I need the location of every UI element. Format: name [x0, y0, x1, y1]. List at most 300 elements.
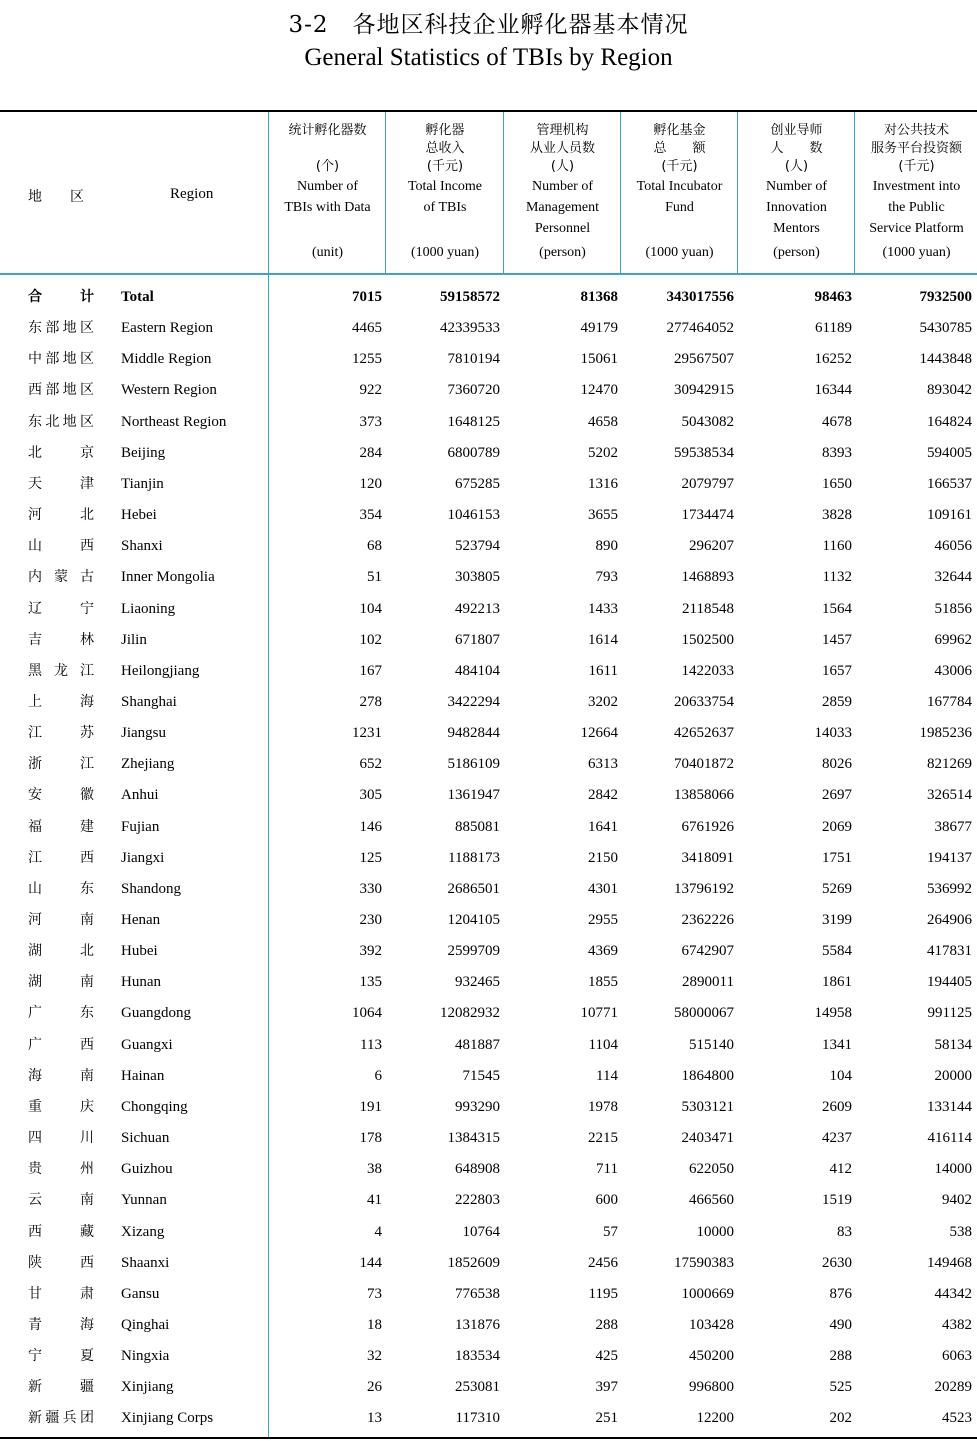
region-name-english: Jiangxi: [121, 849, 165, 866]
value-cell: 16344: [814, 382, 852, 399]
value-cell: 32: [367, 1348, 382, 1365]
region-name-english: Liaoning: [121, 600, 176, 617]
value-cell: 7932500: [919, 289, 972, 305]
table-row: [0, 780, 977, 811]
table-row: [0, 344, 977, 375]
value-cell: 991125: [927, 1005, 972, 1022]
region-name-chinese: 吉林: [28, 631, 94, 648]
value-cell: 2079797: [681, 475, 734, 492]
table-row: [0, 1030, 977, 1061]
value-cell: 2609: [822, 1098, 852, 1115]
table-row: [0, 282, 977, 313]
value-cell: 1978: [588, 1098, 618, 1115]
value-cell: 2403471: [681, 1130, 734, 1146]
column-header-unit: (unit): [311, 245, 344, 260]
region-name-english: Xinjiang: [121, 1379, 174, 1396]
value-cell: 5584: [822, 943, 852, 960]
table-row: [0, 500, 977, 531]
region-name-english: Western Region: [121, 382, 217, 399]
value-cell: 253081: [455, 1379, 500, 1396]
column-header: [505, 122, 620, 270]
value-cell: 932465: [455, 974, 500, 991]
column-header-cn-unit: (个): [315, 159, 340, 174]
value-cell: 490: [829, 1317, 852, 1333]
value-cell: 2697: [822, 787, 852, 804]
region-name-english: Shaanxi: [121, 1254, 170, 1271]
column-header-en3: Personnel: [534, 221, 591, 236]
value-cell: 7360720: [447, 382, 500, 399]
value-cell: 1361947: [447, 787, 500, 804]
region-name-chinese: 内蒙古: [28, 569, 94, 586]
value-cell: 4678: [822, 413, 852, 430]
value-cell: 12200: [696, 1410, 734, 1427]
value-cell: 5269: [822, 880, 852, 897]
value-cell: 1384315: [447, 1130, 500, 1146]
value-cell: 102: [359, 631, 382, 648]
value-cell: 7810194: [447, 351, 500, 368]
value-cell: 41: [367, 1192, 382, 1209]
column-header-en2: of TBIs: [423, 200, 467, 215]
value-cell: 3655: [588, 507, 618, 523]
value-cell: 2362226: [681, 912, 734, 928]
value-cell: 5430785: [919, 320, 972, 337]
value-cell: 49179: [580, 320, 618, 337]
value-cell: 2069: [822, 818, 852, 835]
table-row: [0, 1185, 977, 1216]
region-name-chinese: 山东: [28, 880, 94, 897]
region-name-chinese: 江西: [28, 849, 94, 866]
region-name-english: Henan: [121, 912, 161, 928]
value-cell: 922: [359, 382, 382, 399]
value-cell: 14033: [814, 725, 852, 742]
column-header-cn1: 对公共技术: [883, 123, 949, 138]
value-cell: 1231: [352, 725, 382, 742]
value-cell: 1855: [588, 974, 618, 991]
region-name-chinese: 贵州: [28, 1161, 94, 1178]
region-name-english: Anhui: [121, 787, 159, 804]
value-cell: 38677: [934, 818, 972, 835]
region-name-chinese: 陕西: [28, 1254, 94, 1271]
table-row: [0, 1123, 977, 1154]
value-cell: 821269: [927, 756, 972, 773]
value-cell: 264906: [927, 912, 972, 928]
header-region-english: Region: [170, 186, 214, 202]
value-cell: 167784: [927, 694, 972, 710]
region-name-english: Yunnan: [121, 1192, 167, 1209]
region-name-chinese: 西藏: [28, 1223, 94, 1240]
value-cell: 3199: [822, 912, 852, 928]
value-cell: 1188173: [448, 849, 500, 866]
region-name-english: Hunan: [121, 974, 161, 991]
value-cell: 330: [359, 880, 382, 897]
value-cell: 2890011: [682, 974, 734, 991]
value-cell: 83: [837, 1223, 852, 1240]
region-name-english: Total: [121, 289, 154, 305]
table-row: [0, 998, 977, 1029]
value-cell: 288: [595, 1317, 618, 1333]
region-name-english: Chongqing: [121, 1098, 188, 1115]
column-divider: [385, 112, 386, 273]
table-row: [0, 1154, 977, 1185]
column-header-cn1: 管理机构: [536, 123, 589, 138]
value-cell: 1648125: [447, 413, 500, 430]
region-name-english: Shanghai: [121, 694, 177, 710]
value-cell: 68: [367, 538, 382, 555]
value-cell: 71545: [462, 1067, 500, 1084]
column-header-cn1: 创业导师: [770, 123, 823, 138]
value-cell: 392: [359, 943, 382, 960]
table-row: [0, 625, 977, 656]
value-cell: 1861: [822, 974, 852, 991]
region-name-chinese: 江苏: [28, 725, 94, 742]
value-cell: 14958: [814, 1005, 852, 1022]
value-cell: 622050: [689, 1161, 734, 1178]
value-cell: 13858066: [674, 787, 734, 804]
value-cell: 16252: [814, 351, 852, 368]
value-cell: 81368: [580, 289, 618, 305]
value-cell: 3828: [822, 507, 852, 523]
value-cell: 1255: [352, 351, 382, 368]
table-row: [0, 1248, 977, 1279]
value-cell: 481887: [455, 1036, 500, 1053]
region-name-english: Northeast Region: [121, 413, 227, 430]
value-cell: 149468: [927, 1254, 972, 1271]
value-cell: 10764: [462, 1223, 500, 1240]
value-cell: 1650: [822, 475, 852, 492]
value-cell: 1641: [588, 818, 618, 835]
value-cell: 1422033: [681, 662, 734, 679]
value-cell: 5303121: [681, 1098, 734, 1115]
value-cell: 1316: [588, 475, 618, 492]
value-cell: 3418091: [681, 849, 734, 866]
value-cell: 303805: [455, 569, 500, 586]
value-cell: 58000067: [674, 1005, 734, 1022]
value-cell: 305: [359, 787, 382, 804]
value-cell: 12470: [580, 382, 618, 399]
region-name-english: Xizang: [121, 1223, 165, 1240]
value-cell: 61189: [815, 320, 852, 337]
value-cell: 793: [595, 569, 618, 586]
value-cell: 484104: [455, 662, 500, 679]
value-cell: 4369: [588, 943, 618, 960]
table-row: [0, 812, 977, 843]
region-name-chinese: 福建: [28, 818, 94, 835]
value-cell: 4523: [942, 1410, 972, 1427]
region-name-english: Shanxi: [121, 538, 163, 555]
value-cell: 1064: [352, 1005, 382, 1022]
value-cell: 146: [359, 818, 382, 835]
value-cell: 4301: [588, 880, 618, 897]
column-header-cn1: 统计孵化器数: [288, 123, 367, 138]
table-row: [0, 1372, 977, 1403]
value-cell: 876: [829, 1285, 852, 1302]
value-cell: 44342: [934, 1285, 972, 1302]
table-row: [0, 718, 977, 749]
value-cell: 2630: [822, 1254, 852, 1271]
value-cell: 2215: [588, 1130, 618, 1146]
region-name-chinese: 青海: [28, 1317, 94, 1333]
value-cell: 492213: [455, 600, 500, 617]
value-cell: 114: [596, 1067, 618, 1084]
region-name-chinese: 湖南: [28, 974, 94, 991]
value-cell: 417831: [927, 943, 972, 960]
column-header-cn-unit: (人): [784, 159, 809, 174]
table-row: [0, 905, 977, 936]
value-cell: 26: [367, 1379, 382, 1396]
value-cell: 284: [359, 444, 382, 461]
value-cell: 711: [596, 1161, 618, 1178]
table-row: [0, 936, 977, 967]
region-name-english: Zhejiang: [121, 756, 175, 773]
value-cell: 2842: [588, 787, 618, 804]
region-name-chinese: 甘肃: [28, 1285, 94, 1302]
value-cell: 515140: [689, 1036, 734, 1053]
value-cell: 59158572: [440, 289, 500, 305]
header-bottom-rule: [0, 273, 977, 275]
value-cell: 648908: [455, 1161, 500, 1178]
column-divider: [620, 112, 621, 273]
column-header-unit: (person): [539, 245, 586, 260]
region-name-english: Ningxia: [121, 1348, 170, 1365]
region-name-english: Hubei: [121, 943, 158, 960]
value-cell: 131876: [455, 1317, 500, 1333]
value-cell: 13796192: [674, 880, 734, 897]
column-header-en2: Innovation: [766, 200, 827, 215]
value-cell: 3202: [588, 694, 618, 710]
region-name-chinese: 西部地区: [28, 382, 94, 399]
table-row: [0, 469, 977, 500]
value-cell: 42652637: [674, 725, 734, 742]
value-cell: 412: [829, 1161, 852, 1178]
column-header-cn2: 服务平台投资额: [870, 141, 962, 156]
value-cell: 13: [367, 1410, 382, 1427]
region-name-chinese: 湖北: [28, 943, 94, 960]
value-cell: 104: [359, 600, 382, 617]
table-row: [0, 656, 977, 687]
value-cell: 1614: [588, 631, 618, 648]
value-cell: 1443848: [919, 351, 972, 368]
value-cell: 183534: [455, 1348, 500, 1365]
value-cell: 2456: [588, 1254, 618, 1271]
region-name-chinese: 山西: [28, 538, 94, 555]
value-cell: 117310: [455, 1410, 500, 1427]
value-cell: 8393: [822, 444, 852, 461]
table-row: [0, 407, 977, 438]
column-header-en2: Fund: [665, 200, 694, 215]
table-row: [0, 531, 977, 562]
table-row: [0, 375, 977, 406]
table-row: [0, 1279, 977, 1310]
value-cell: 594005: [927, 444, 972, 461]
value-cell: 6: [374, 1067, 382, 1084]
value-cell: 373: [359, 413, 382, 430]
value-cell: 202: [829, 1410, 852, 1427]
value-cell: 103428: [689, 1317, 734, 1333]
value-cell: 6063: [942, 1348, 972, 1365]
region-name-english: Shandong: [121, 880, 181, 897]
column-header-en1: Total Income: [407, 179, 483, 194]
region-name-english: Eastern Region: [121, 320, 214, 337]
value-cell: 671807: [455, 631, 500, 648]
page-title-chinese: 3-2 各地区科技企业孵化器基本情况: [288, 12, 689, 38]
region-name-english: Tianjin: [121, 475, 164, 492]
region-name-chinese: 北京: [28, 444, 94, 461]
column-header-en3: Mentors: [773, 221, 820, 236]
table-row: [0, 1341, 977, 1372]
value-cell: 59538534: [674, 444, 734, 461]
value-cell: 450200: [689, 1348, 734, 1365]
region-name-english: Guangdong: [121, 1005, 191, 1022]
column-header-en2: the Public: [888, 200, 945, 215]
value-cell: 57: [603, 1223, 618, 1240]
value-cell: 194405: [927, 974, 972, 991]
value-cell: 18: [367, 1317, 382, 1333]
value-cell: 9402: [942, 1192, 972, 1209]
table-row: [0, 1092, 977, 1123]
column-header: [739, 122, 854, 270]
value-cell: 10000: [696, 1223, 734, 1240]
column-header-cn-unit: (人): [550, 159, 575, 174]
region-name-english: Beijing: [121, 444, 166, 461]
table-top-rule: [0, 110, 977, 112]
region-name-chinese: 海南: [28, 1067, 94, 1084]
region-name-chinese: 浙江: [28, 756, 94, 773]
value-cell: 996800: [689, 1379, 734, 1396]
column-header-unit: (person): [773, 245, 820, 260]
value-cell: 1864800: [681, 1067, 734, 1084]
region-name-chinese: 上海: [28, 694, 94, 710]
column-header: [270, 122, 385, 270]
value-cell: 4237: [822, 1130, 852, 1146]
value-cell: 425: [595, 1348, 618, 1365]
table-row: [0, 313, 977, 344]
value-cell: 675285: [455, 475, 500, 492]
value-cell: 1519: [822, 1192, 852, 1209]
region-name-chinese: 安徽: [28, 787, 94, 804]
column-header-cn1: 孵化器: [425, 123, 465, 138]
region-name-chinese: 广西: [28, 1036, 94, 1053]
value-cell: 144: [359, 1254, 382, 1271]
region-name-chinese: 四川: [28, 1130, 94, 1146]
column-header-cn2: 从业人员数: [529, 141, 595, 156]
value-cell: 1502500: [681, 631, 734, 648]
value-cell: 4465: [352, 320, 382, 337]
value-cell: 5186109: [447, 756, 500, 773]
table-bottom-rule: [0, 1437, 977, 1439]
value-cell: 278: [359, 694, 382, 710]
value-cell: 46056: [934, 538, 972, 555]
value-cell: 1204105: [447, 912, 500, 928]
value-cell: 1657: [822, 662, 852, 679]
value-cell: 2859: [822, 694, 852, 710]
value-cell: 1341: [822, 1036, 852, 1053]
value-cell: 890: [595, 538, 618, 555]
value-cell: 166537: [927, 475, 972, 492]
value-cell: 69962: [934, 631, 972, 648]
column-header-en1: Number of: [531, 179, 594, 194]
value-cell: 109161: [927, 507, 972, 523]
value-cell: 120: [359, 475, 382, 492]
table-row: [0, 1403, 977, 1434]
region-name-english: Guangxi: [121, 1036, 173, 1053]
table-row: [0, 749, 977, 780]
region-name-english: Jiangsu: [121, 725, 166, 742]
table-row: [0, 594, 977, 625]
value-cell: 5202: [588, 444, 618, 461]
value-cell: 1195: [588, 1285, 618, 1302]
column-header: [387, 122, 503, 270]
region-name-chinese: 河南: [28, 912, 94, 928]
value-cell: 6761926: [681, 818, 734, 835]
region-name-chinese: 合计: [28, 289, 94, 305]
column-header-en2: TBIs with Data: [284, 200, 371, 215]
value-cell: 12664: [580, 725, 618, 742]
value-cell: 1457: [822, 631, 852, 648]
column-header-en1: Number of: [765, 179, 828, 194]
value-cell: 3422294: [447, 694, 500, 710]
region-name-english: Gansu: [121, 1285, 160, 1302]
region-name-chinese: 新疆兵团: [28, 1410, 94, 1427]
value-cell: 416114: [927, 1130, 972, 1146]
column-header-unit: (1000 yuan): [882, 245, 951, 260]
value-cell: 466560: [689, 1192, 734, 1209]
region-name-english: Xinjiang Corps: [121, 1410, 214, 1427]
value-cell: 51: [367, 569, 382, 586]
value-cell: 164824: [927, 413, 972, 430]
region-name-english: Fujian: [121, 818, 160, 835]
table-row: [0, 874, 977, 905]
value-cell: 194137: [927, 849, 972, 866]
region-name-chinese: 天津: [28, 475, 94, 492]
column-header-unit: (1000 yuan): [410, 245, 480, 260]
value-cell: 125: [359, 849, 382, 866]
table-row: [0, 1217, 977, 1248]
value-cell: 885081: [455, 818, 500, 835]
region-name-english: Sichuan: [121, 1130, 170, 1146]
column-header-cn-unit: (千元): [661, 159, 698, 174]
value-cell: 4382: [942, 1317, 972, 1333]
value-cell: 4: [374, 1223, 382, 1240]
column-divider: [503, 112, 504, 273]
value-cell: 178: [359, 1130, 382, 1146]
value-cell: 2686501: [447, 880, 500, 897]
value-cell: 354: [359, 507, 382, 523]
value-cell: 20000: [934, 1067, 972, 1084]
value-cell: 2150: [588, 849, 618, 866]
value-cell: 1000669: [681, 1285, 734, 1302]
header-region-chinese: 地 区: [28, 189, 84, 205]
value-cell: 2118548: [682, 600, 734, 617]
value-cell: 135: [359, 974, 382, 991]
value-cell: 73: [367, 1285, 382, 1302]
value-cell: 2955: [588, 912, 618, 928]
value-cell: 523794: [455, 538, 500, 555]
value-cell: 6800789: [447, 444, 500, 461]
table-row: [0, 1061, 977, 1092]
table-row: [0, 967, 977, 998]
value-cell: 1046153: [447, 507, 500, 523]
column-header-cn2: 总收入: [425, 141, 465, 156]
column-header-en1: Number of: [296, 179, 359, 194]
value-cell: 343017556: [666, 289, 734, 305]
table-row: [0, 438, 977, 469]
region-name-chinese: 东北地区: [28, 413, 94, 430]
value-cell: 1104: [588, 1036, 618, 1053]
column-header: [622, 122, 737, 270]
value-cell: 1852609: [447, 1254, 500, 1271]
value-cell: 43006: [934, 662, 972, 679]
value-cell: 32644: [934, 569, 972, 586]
